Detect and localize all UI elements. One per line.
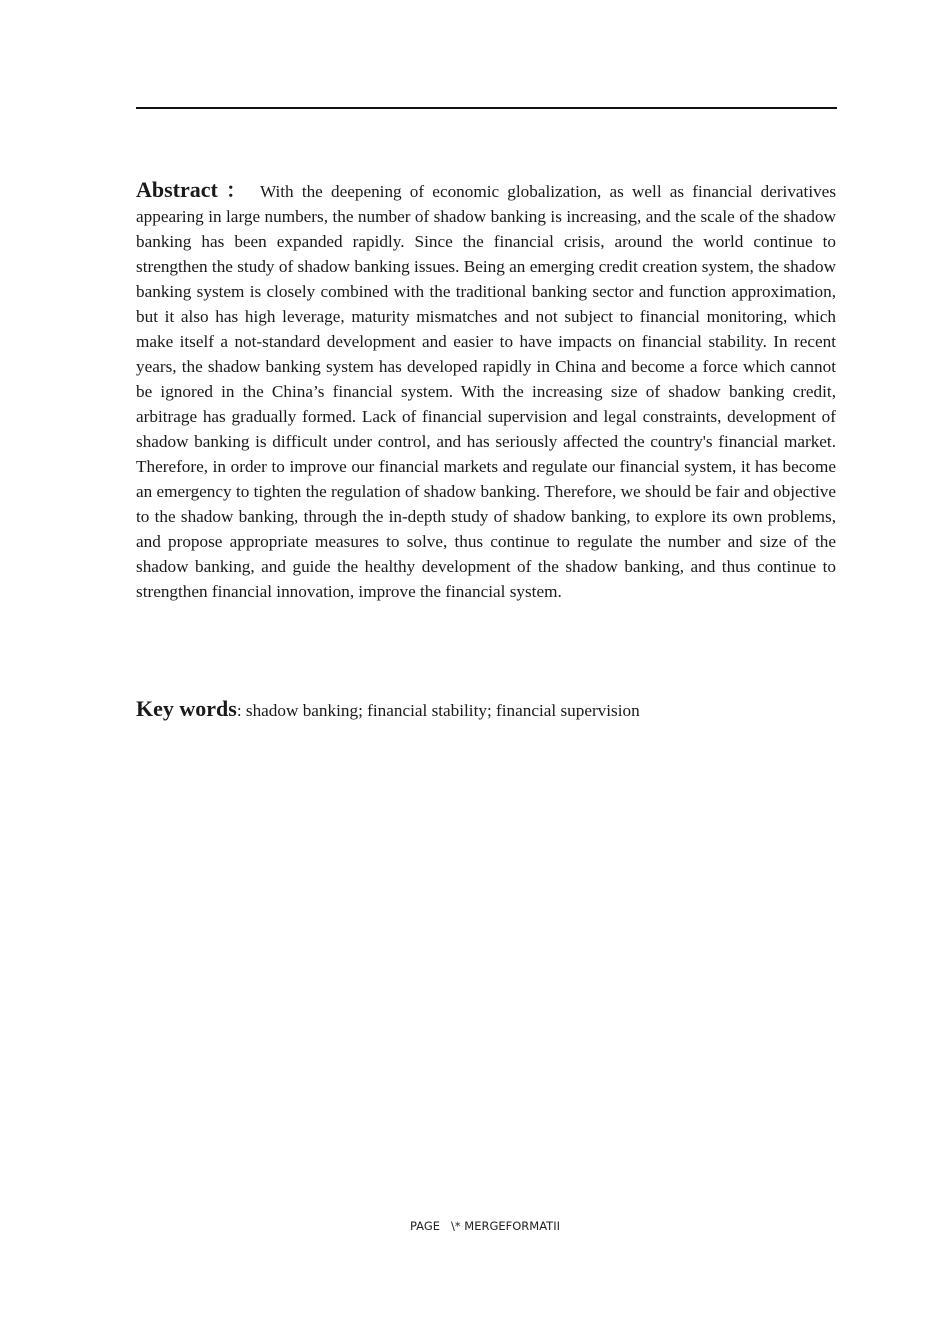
- abstract-colon: ：: [226, 180, 250, 202]
- keywords-text: : shadow banking; financial stability; financial supervision: [236, 701, 640, 720]
- keywords-line: [136, 695, 836, 725]
- abstract-label: Abstract: [136, 177, 218, 202]
- keywords-label: Key words: [136, 696, 237, 721]
- header-rule: [136, 107, 837, 109]
- page-footer-field: PAGE \* MERGEFORMATII: [409, 1219, 560, 1233]
- abstract-paragraph: [136, 177, 836, 604]
- abstract-text: With the deepening of economic globalization, as well as financial derivatives appearing in large numbers, the number of shadow banking is increasing, and the scale of the shadow banking has been expanded rapidly. Since the financial crisis, around the world continue to strengthen the study of shadow banking issues. Being an emerging credit creation system, the shadow banking system is closely combined with the traditional banking sector and function approximation, but it also has high leverage, maturity mismatches and not subject to financial monitoring, which make itself a not-standard development and easier to have impacts on financial stability. In recent years, the shadow banking system has developed rapidly in China and become a force which cannot be ignored in the China’s financial system. With the increasing size of shadow banking credit, arbitrage has gradually formed. Lack of financial supervision and legal constraints, development of shadow banking is difficult under control, and has seriously affected the country's financial market. Therefore, in order to improve our financial markets and regulate our financial system, it has become an emergency to tighten the regulation of shadow banking. Therefore, we should be fair and objective to the shadow banking, through the in-depth study of shadow banking, to explore its own problems, and propose appropriate measures to solve, thus continue to regulate the number and size of the shadow banking, and guide the healthy development of the shadow banking, and thus continue to strengthen financial innovation, improve the financial system.: [136, 182, 837, 601]
